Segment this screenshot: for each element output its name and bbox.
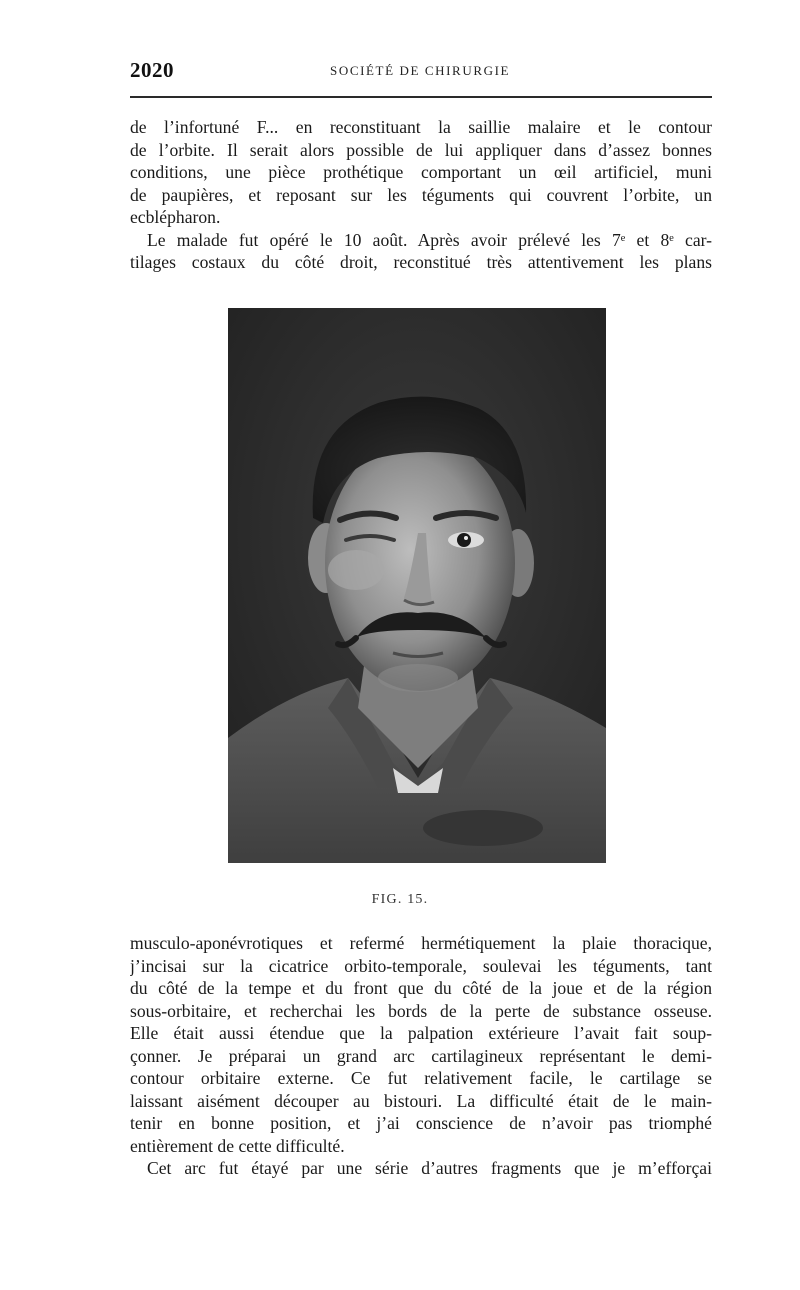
- page-header: [130, 58, 710, 86]
- portrait-photograph: [228, 308, 606, 863]
- paragraph-line: Le malade fut opéré le 10 août. Après avoir prélevé les 7ᵉ et 8ᵉ car-: [147, 229, 712, 250]
- paragraph-line: sous-orbitaire, et recherchai les bords de la perte de substance osseuse.: [130, 1000, 712, 1021]
- paragraph-line: contour orbitaire externe. Ce fut relativement facile, le cartilage se: [130, 1068, 712, 1088]
- paragraph-line: conditions, une pièce prothétique comportant un œil artificiel, muni: [130, 162, 712, 182]
- text-before-figure: [130, 116, 712, 274]
- paragraph-line: entièrement de cette difficulté.: [130, 1135, 345, 1156]
- paragraph-line: de l’infortuné F... en reconstituant la saillie malaire et le contour: [130, 117, 712, 137]
- paragraph-line: Elle était aussi étendue que la palpation extérieure l’avait fait soup-: [130, 1023, 712, 1043]
- paragraph-line: tilages costaux du côté droit, reconstitué très attentivement les plans: [130, 252, 712, 272]
- paragraph-line: çonner. Je préparai un grand arc cartilagineux représentant le demi-: [130, 1045, 712, 1066]
- portrait-illustration: [228, 308, 606, 863]
- paragraph-line: laissant aisément découper au bistouri. La difficulté était de le main-: [130, 1090, 712, 1111]
- text-after-figure: [130, 932, 712, 1180]
- paragraph-line: Cet arc fut étayé par une série d’autres fragments que je m’efforçai: [147, 1158, 712, 1178]
- header-rule: [130, 96, 712, 98]
- running-title: SOCIÉTÉ DE CHIRURGIE: [330, 63, 511, 78]
- paragraph-line: musculo-aponévrotiques et refermé hermétiquement la plaie thoracique,: [130, 933, 712, 953]
- paragraph-line: du côté de la tempe et du front que du côté de la joue et de la région: [130, 978, 712, 998]
- figure-caption: FIG. 15.: [371, 892, 429, 907]
- page-number: 2020: [130, 58, 174, 82]
- paragraph-line: ecblépharon.: [130, 207, 221, 227]
- paragraph-line: j’incisai sur la cicatrice orbito-temporale, soulevai les téguments, tant: [130, 955, 712, 976]
- paragraph-line: de l’orbite. Il serait alors possible de lui appliquer dans d’assez bonnes: [130, 139, 712, 160]
- paragraph-line: tenir en bonne position, et j’ai conscience de n’avoir pas triomphé: [130, 1113, 712, 1133]
- paragraph-line: de paupières, et reposant sur les téguments qui couvrent l’orbite, un: [130, 184, 712, 205]
